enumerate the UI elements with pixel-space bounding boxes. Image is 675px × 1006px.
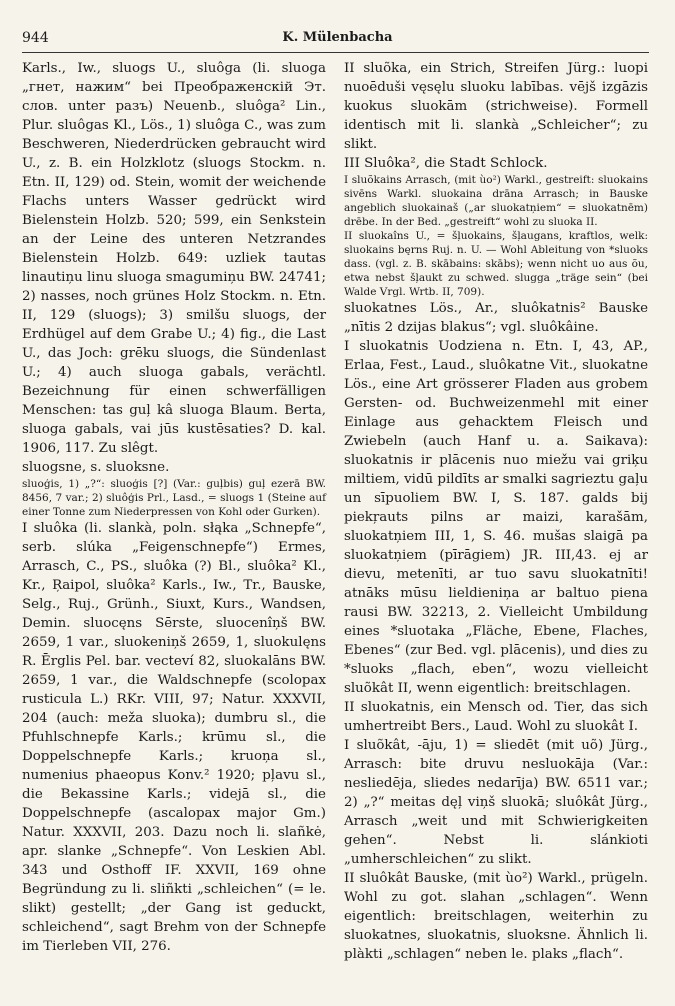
entry-sluoka-3: III Sluôka², die Stadt Schlock. bbox=[344, 156, 548, 171]
page-number: 944 bbox=[22, 30, 49, 46]
entry-sluogis: sluoģis, 1) „?“: sluoģis [?] (Var.: guļbis) guļ ezerā BW. 8456, 7 var.; 2) sluôģis Prl., Lasd., = sluogs 1 (Steine auf einer Tonne zum Niederpressen von Kohl oder Gurken). bbox=[22, 478, 326, 518]
entry-sluoka-2: II sluõka, ein Strich, Streifen Jürg.: luopi nuoēduši vęsęlu sluoku labības. vējš izgāzis kuokus sluokām (strichweise). Formell identisch mit li. slankà „Schleicher“; zu slikt. bbox=[344, 61, 648, 152]
entry-sluokat-2: II sluôkât Bauske, (mit ùo²) Warkl., prügeln. Wohl zu got. slahan „schlagen“. Wenn eigentlich: breitschlagen, weiterhin zu sluokatnes, sluokatnis, sluoksne. Ähnlich li. plàkti „schlagen“ neben le. plaks „flach“. bbox=[344, 871, 648, 962]
entry-sluokains-2: II sluokaîns U., = šļuokains, šļaugans, kraftlos, welk: sluokains bęrns Ruj. n. U. — Wohl Ableitung von *sluoks dass. (vgl. z. B. skābains: skābs); wenn nicht uo aus õu, etwa nebst šļaukt zu schwed. slugga „träge sein“ (bei Walde Vrgl. Wrtb. II, 709). bbox=[344, 230, 648, 298]
right-column bbox=[344, 59, 648, 964]
left-column bbox=[22, 59, 326, 964]
entry-sluoka-1: I sluôka (li. slankà, poln. słąka „Schnepfe“, serb. slúka „Feigenschnepfe“) Ermes, Arrasch, C., PS., sluôka (?) Bl., sluôka² Kl., Kr., Ŗaipol, sluôka² Karls., Iw., Tr., Bauske, Selg., Ruj., Grünh., Siuxt, Kurs., Wandsen, Demin. sluocęns Sērste, sluocenîņš BW. 2659, 1 var., sluokeniņš 2659, 1, sluokulęns R. Ērglis Pel. bar. vecteví 82, sluokalāns BW. 2659, 1 var., die Waldschnepfe (scolopax rusticula L.) RKr. VIII, 97; Natur. XXXVII, 204 (auch: meža sluoka); dumbru sl., die Pfuhlschnepfe Karls.; krūmu sl., die Doppelschnepfe Karls.; kruoņa sl., numenius phaeopus Konv.² 1920; pļavu sl., die Bekassine Karls.; videjā sl., die Doppelschnepfe (ascalopax major Gm.) Natur. XXXVII, 203. Dazu noch li. slañkė, apr. slanke „Schnepfe“. Von Leskien Abl. 343 und Osthoff IF. XXVII, 169 ohne Begründung zu li. sliñkti „schleichen“ (= le. slikt) gestellt; „der Gang ist geduckt, schleichend“, sagt Brehm von der Schnepfe im Tierleben VII, 276. bbox=[22, 521, 326, 954]
entry-sluokatnes: sluokatnes Lös., Ar., sluôkatnis² Bauske „nītis 2 dzijas blakus“; vgl. sluôkâine. bbox=[344, 301, 648, 335]
page-header bbox=[22, 30, 649, 53]
entry-sluokatnis-2: II sluokatnis, ein Mensch od. Tier, das sich umhertreibt Bers., Laud. Wohl zu sluokât I. bbox=[344, 700, 648, 734]
entry-sluokains-1: I sluõkains Arrasch, (mit ùo²) Warkl., gestreift: sluokains sivēns Warkl. sluokaina drāna Arrasch; in Bauske angeblich sluokainaš („ar sluokatņiem“ = sluokatnēm) drēbe. In der Bed. „gestreift“ wohl zu sluoka II. bbox=[344, 174, 648, 228]
entry-sluokatnis-1: I sluokatnis Uodziena n. Etn. I, 43, AP., Erlaa, Fest., Laud., sluôkatne Vit., sluokatne Lös., eine Art grösserer Fladen aus grobem Gersten- od. Buchweizenmehl mit einer Einlage aus gehacktem Fleisch und Zwiebeln (auch Hanf u. a. Saikava): sluokatnis ir plācenis nuo miežu vai griķu miltiem, vidū pildīts ar smalki sagrieztu gaļu un sīpuoliem BW. I, S. 187. galds bij piekŗauts pilns ar maizi, karašām, sluokatņiem III, 1, S. 46. mušas slaigā pa sluokatņiem (pīrāgiem) JR. III,43. ej ar dievu, metenīti, ar tuo savu sluokatnīti! atnāks mūsu lieldieniņa ar baltuo piena rausi BW. 32213, 2. Vielleicht Umbildung eines *sluotaka „Fläche, Ebene, Flaches, Ebenes“ (zur Bed. vgl. plācenis), und dies zu *sluoks „flach, eben“, wozu vielleicht sluõkât II, wenn eigentlich: breitschlagen. bbox=[344, 339, 648, 696]
entry-sluogsne: sluogsne, s. sluoksne. bbox=[22, 460, 170, 475]
text-columns bbox=[22, 59, 649, 964]
entry-sluokat-1: I sluõkât, -āju, 1) = sliedēt (mit uõ) Jürg., Arrasch: bite druvu nesluokāja (Var.: nesliedēja, sliedes nedarīja) BW. 6511 var.; 2) „?“ meitas dęļ viņš sluokā; sluôkât Jürg., Arrasch „weit und mit Schwierigkeiten gehen“. Nebst li. slánkioti „umherschleichen“ zu slikt. bbox=[344, 738, 648, 867]
entry-sluoga: Karls., Iw., sluogs U., sluôga (li. sluoga „гнет, нажим“ bei Преображенскій Эт. слов. unter разъ) Neuenb., sluôga² Lin., Plur. sluôgas Kl., Lös., 1) sluôga C., was zum Beschweren, Niederdrücken gebraucht wird U., z. B. ein Holzklotz (sluogs Stockm. n. Etn. II, 129) od. Stein, womit der weichende Flachs unters Wasser gedrückt wird Bielenstein Holzb. 520; 599, ein Senkstein an der Leine des unteren Netzrandes Bielenstein Holzb. 649: uzliek tautas linautiņu linu sluoga smagumiņu BW. 24741; 2) nasses, noch grünes Holz Stockm. n. Etn. II, 129 (sluogs); 3) smilšu sluogs, der Erdhügel auf dem Grabe U.; 4) fig., die Last U., das Joch: grēku sluogs, die Sündenlast U.; 4) auch sluoga gabals, verächtl. Bezeichnung für einen schwerfälligen Menschen: tas guļ kâ sluoga Blaum. Berta, sluoga gabals, vai jūs kustēsaties? D. kal. 1906, 117. Zu slêgt. bbox=[22, 61, 326, 456]
running-title: K. Mülenbacha bbox=[282, 30, 393, 45]
